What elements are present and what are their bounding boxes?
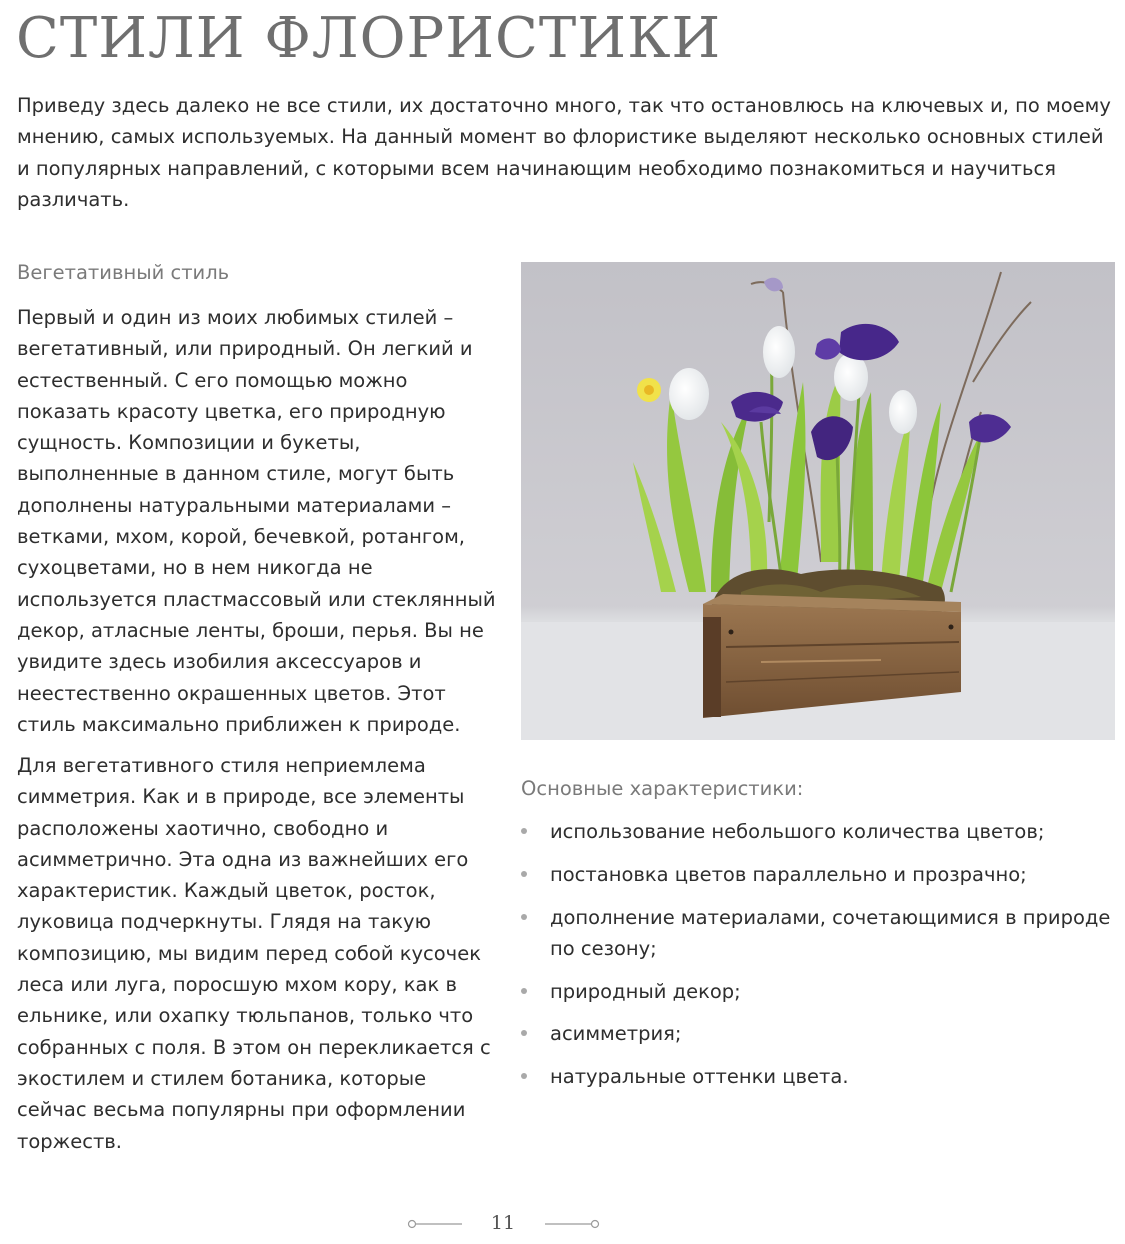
intro-paragraph: Приведу здесь далеко не все стили, их достаточно много, так что остановлюсь на ключевых и, по моему мнению, самых используемых. На данный момент во флористике выделяют несколько основных стилей и популярных направлений, с которыми всем начинающим необходимо познакомиться и научиться различать. — [17, 94, 1111, 211]
list-item-text: постановка цветов параллельно и прозрачно; — [550, 862, 1027, 886]
list-item — [521, 902, 1111, 965]
list-item — [521, 976, 1111, 1007]
bullet-icon — [521, 828, 527, 834]
characteristics-list — [521, 816, 1111, 1104]
list-item — [521, 859, 1111, 890]
body-paragraph-2: Для вегетативного стиля неприемлема симметрия. Как и в природе, все элементы расположены хаотично, свободно и асимметрично. Эта одна из важнейших его характеристик. Каждый цветок, росток, луковица подчеркнуты. Глядя на такую композицию, мы видим перед собой кусочек леса или луга, поросшую мхом кору, как в ельнике, или охапку тюльпанов, только что собранных с поля. В этом он перекликается с экостилем и стилем ботаника, которые сейчас весьма популярны при оформлении торжеств. — [17, 754, 491, 1153]
bullet-icon — [521, 1030, 527, 1036]
list-item-text: асимметрия; — [550, 1022, 682, 1046]
characteristics-heading: Основные характеристики: — [521, 777, 804, 800]
page-number: 11 — [490, 1212, 516, 1234]
list-item-text: дополнение материалами, сочетающимися в природе по сезону; — [550, 905, 1111, 960]
bullet-icon — [521, 1073, 527, 1079]
bullet-icon — [521, 871, 527, 877]
bullet-icon — [521, 914, 527, 920]
flower-arrangement-illustration — [521, 262, 1115, 740]
flower-arrangement-photo — [521, 262, 1115, 740]
list-item — [521, 1061, 1111, 1092]
page-footer — [0, 1206, 1125, 1242]
list-item-text: натуральные оттенки цвета. — [550, 1065, 849, 1089]
list-item-text: использование небольшого количества цветов; — [550, 820, 1045, 843]
yellow-narcissus — [637, 378, 661, 402]
list-item — [521, 1018, 1111, 1049]
bullet-icon — [521, 988, 527, 994]
body-paragraph-1: Первый и один из моих любимых стилей – вегетативный, или природный. Он легкий и естественный. С его помощью можно показать красоту цветка, его природную сущность. Композиции и букеты, выполненные в данном стиле, могут быть дополнены натуральными материалами – ветками, мхом, корой, бечевкой, ротангом, сухоцветами, но в нем никогда не используется пластмассовый или стеклянный декор, атласные ленты, броши, перья. Вы не увидите здесь изобилия аксессуаров и неестественно окрашенных цветов. Этот стиль максимально приближен к природе. — [17, 306, 496, 736]
section-heading: Вегетативный стиль — [17, 261, 230, 284]
page-title: СТИЛИ ФЛОРИСТИКИ — [16, 6, 722, 71]
page-number-ornament — [0, 1206, 1125, 1242]
list-item-text: природный декор; — [550, 979, 741, 1003]
list-item — [521, 816, 1111, 847]
